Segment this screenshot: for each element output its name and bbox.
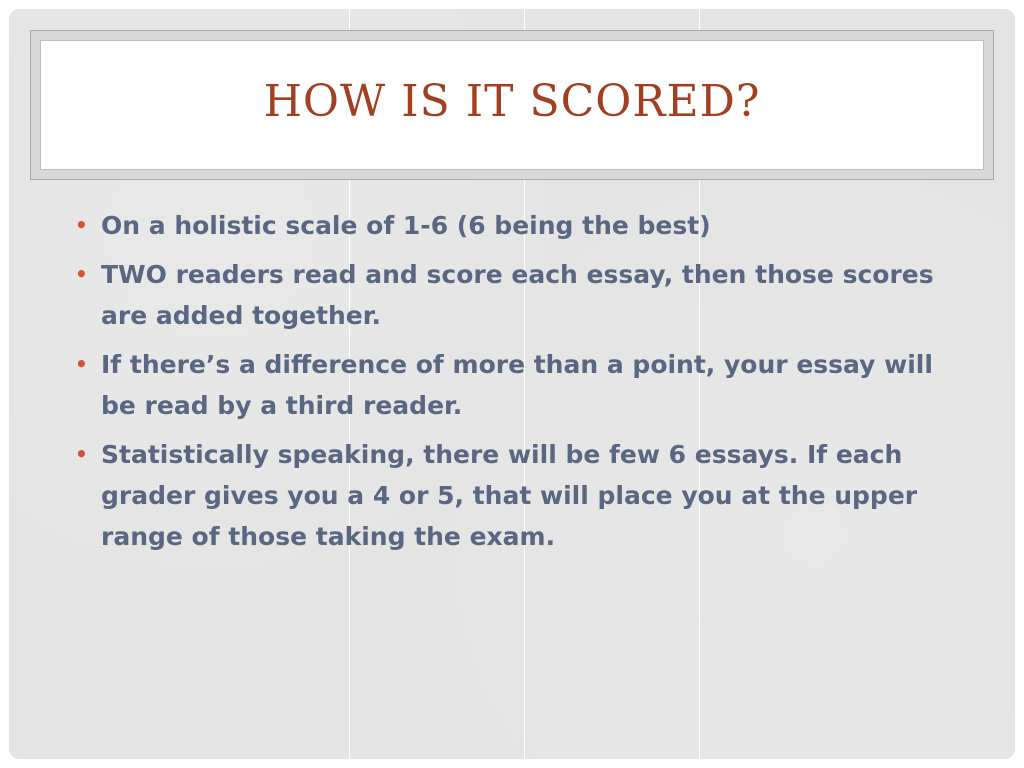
bullet-icon: • [75, 442, 88, 466]
bullet-item [73, 254, 953, 336]
bullet-item [73, 205, 953, 246]
bullet-text: On a holistic scale of 1-6 (6 being the best) [101, 211, 711, 240]
bullet-icon: • [75, 213, 88, 237]
bullet-item [73, 344, 953, 426]
bullet-text: If there’s a difference of more than a point, your essay will be read by a third reader. [101, 350, 933, 420]
bullet-item [73, 434, 953, 557]
slide [9, 9, 1015, 759]
title-box [40, 40, 984, 170]
slide-title: HOW IS IT SCORED? [263, 75, 761, 127]
bullet-text: TWO readers read and score each essay, then those scores are added together. [101, 260, 934, 330]
bullet-icon: • [75, 352, 88, 376]
bullet-list [73, 205, 953, 565]
title-frame [30, 30, 994, 180]
bullet-text: Statistically speaking, there will be few 6 essays. If each grader gives you a 4 or 5, that will place you at the upper range of those taking the exam. [101, 440, 918, 551]
bullet-icon: • [75, 262, 88, 286]
